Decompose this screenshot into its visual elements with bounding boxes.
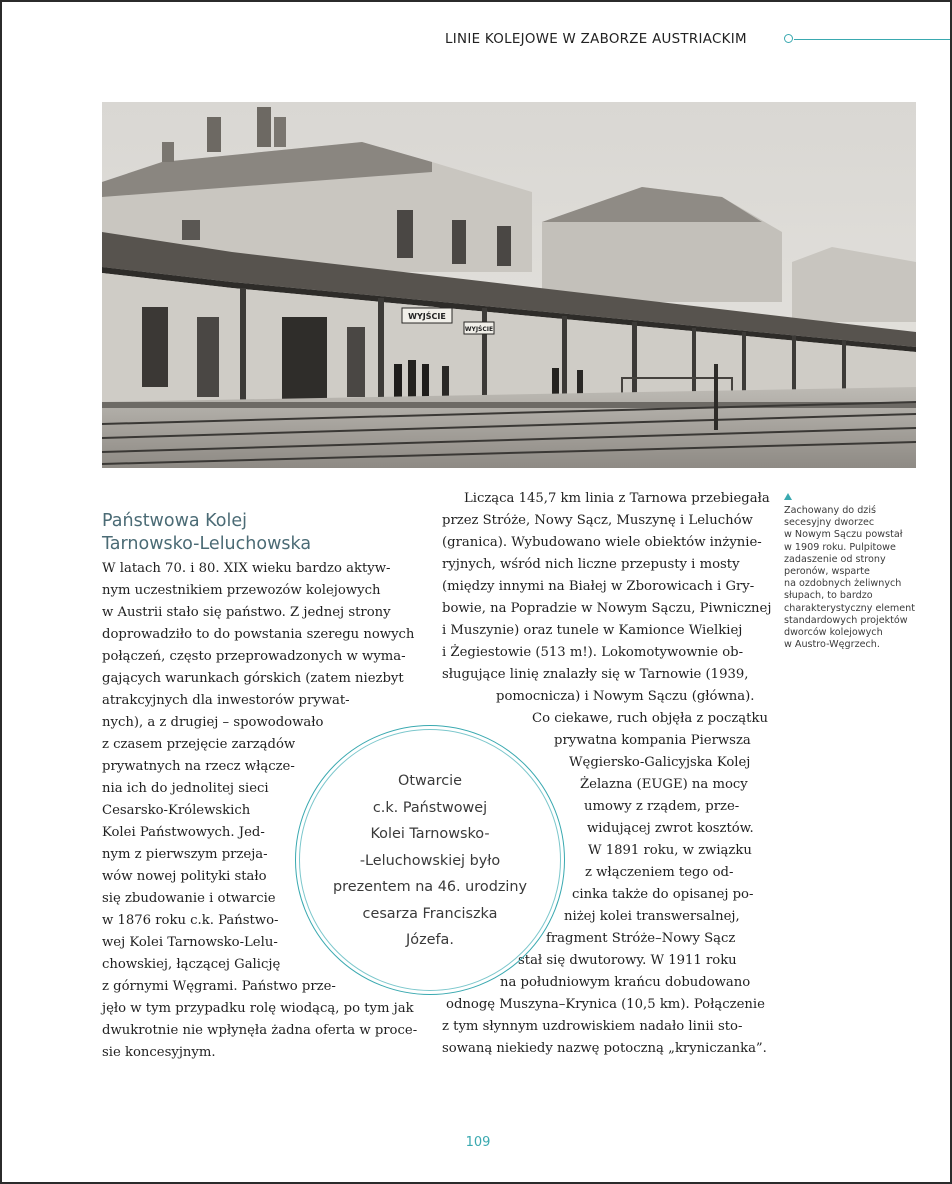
- text-line: z czasem przejęcie zarządów: [102, 737, 296, 752]
- running-title: LINIE KOLEJOWE W ZABORZE AUSTRIACKIM: [445, 32, 747, 47]
- section-title-line: Państwowa Kolej: [102, 511, 247, 531]
- text-line: doprowadziło to do powstania szeregu nowych: [102, 627, 415, 642]
- text-line: atrakcyjnych dla inwestorów prywat-: [102, 693, 350, 708]
- caption-line: Zachowany do dziś: [784, 505, 877, 516]
- section-title: [102, 510, 422, 556]
- text-line: nym z pierwszym przeja-: [102, 847, 268, 862]
- text-line: na południowym krańcu dobudowano: [500, 975, 751, 990]
- pull-quote-line: cesarza Franciszka: [362, 905, 498, 922]
- text-line: W 1891 roku, w związku: [588, 843, 752, 858]
- text-line: cinka także do opisanej po-: [572, 887, 754, 902]
- caption-line: w Nowym Sączu powstał: [784, 529, 903, 541]
- text-line: Żelazna (EUGE) na mocy: [580, 777, 748, 792]
- header-rule: [794, 39, 952, 40]
- text-line: Co ciekawe, ruch objęła z początku: [532, 711, 768, 726]
- text-line: W latach 70. i 80. XIX wieku bardzo aktyw-: [102, 561, 391, 576]
- text-line: sowaną niekiedy nazwę potoczną „kryniczanka”.: [442, 1041, 767, 1056]
- photo-caption: [784, 505, 934, 651]
- text-line: sługujące linię znalazły się w Tarnowie (1939,: [442, 667, 749, 682]
- text-line: gających warunkach górskich (zatem niezbyt: [102, 671, 404, 686]
- text-line: Cesarsko-Królewskich: [102, 803, 251, 818]
- text-line: pomocnicza) i Nowym Sączu (główna).: [496, 689, 755, 704]
- caption-line: peronów, wsparte: [784, 566, 870, 578]
- text-line: odnogę Muszyna–Krynica (10,5 km). Połączenie: [446, 997, 765, 1012]
- text-line: sie koncesyjnym.: [102, 1045, 216, 1060]
- text-line: w 1876 roku c.k. Państwo-: [102, 913, 279, 928]
- text-line: z włączeniem tego od-: [585, 865, 734, 880]
- text-line: fragment Stróże–Nowy Sącz: [546, 931, 736, 946]
- text-line: prywatna kompania Pierwsza: [554, 733, 751, 748]
- text-line: w Austrii stało się państwo. Z jednej strony: [102, 605, 391, 620]
- caption-line: secesyjny dworzec: [784, 517, 875, 529]
- text-line: niżej kolei transwersalnej,: [564, 909, 740, 924]
- section-title-line: Tarnowsko-Leluchowska: [102, 534, 312, 554]
- text-line: Węgiersko-Galicyjska Kolej: [569, 755, 751, 770]
- text-line: Licząca 145,7 km linia z Tarnowa przebiegała: [464, 491, 770, 506]
- text-line: chowskiej, łączącej Galicję: [102, 957, 281, 972]
- text-line: z górnymi Węgrami. Państwo prze-: [102, 979, 336, 994]
- text-line: (między innymi na Białej w Zborowicach i Gry-: [442, 579, 755, 594]
- pull-quote: [320, 768, 540, 954]
- caption-line: standardowych projektów: [784, 614, 908, 626]
- text-line: ryjnych, wśród nich liczne przepusty i mosty: [442, 557, 740, 572]
- text-line: Kolei Państwowych. Jed-: [102, 825, 265, 840]
- text-line: przez Stróże, Nowy Sącz, Muszynę i Leluchów: [442, 513, 753, 528]
- pull-quote-line: Józefa.: [406, 932, 454, 948]
- sign-exit-right: WYJŚCIE: [464, 326, 494, 333]
- pull-quote-line: Otwarcie: [398, 773, 462, 789]
- caption-line: w 1909 roku. Pulpitowe: [784, 541, 896, 553]
- sign-exit-left: WYJŚCIE: [408, 312, 446, 321]
- text-line: stał się dwutorowy. W 1911 roku: [518, 953, 737, 968]
- text-line: umowy z rządem, prze-: [584, 799, 740, 814]
- text-line: z tym słynnym uzdrowiskiem nadało linii sto-: [442, 1019, 743, 1034]
- caption-arrow-icon: [784, 493, 792, 500]
- text-line: bowie, na Popradzie w Nowym Sączu, Piwnicznej: [442, 601, 772, 616]
- caption-line: charakterystyczny element: [784, 602, 916, 614]
- header-circle-ornament: [784, 34, 793, 43]
- text-line: widującej zwrot kosztów.: [587, 821, 754, 836]
- pull-quote-line: prezentem na 46. urodziny: [332, 879, 528, 895]
- text-line: (granica). Wybudowano wiele obiektów inżynie-: [442, 535, 762, 550]
- text-line: dwukrotnie nie wpłynęła żadna oferta w proce-: [102, 1023, 418, 1038]
- text-line: jęło w tym przypadku rolę wiodącą, po tym jak: [102, 1001, 414, 1016]
- text-line: połączeń, często przeprowadzonych w wyma-: [102, 649, 406, 664]
- caption-line: na ozdobnych żeliwnych: [784, 578, 902, 590]
- pull-quote-line: -Leluchowskiej było: [359, 852, 501, 869]
- text-line: i Żegiestowie (513 m!). Lokomotywownie ob-: [442, 645, 744, 660]
- text-line: i Muszynie) oraz tunele w Kamionce Wielkiej: [442, 623, 743, 638]
- text-line: nych), a z drugiej – spowodowało: [102, 715, 324, 730]
- caption-line: w Austro-Węgrzech.: [784, 639, 880, 651]
- text-line: prywatnych na rzecz włącze-: [102, 759, 295, 774]
- text-line: nia ich do jednolitej sieci: [102, 781, 269, 796]
- caption-line: dworców kolejowych: [784, 627, 883, 639]
- text-line: wów nowej polityki stało: [102, 869, 267, 884]
- text-line: wej Kolei Tarnowsko-Lelu-: [102, 935, 278, 950]
- station-photo: [102, 102, 916, 468]
- pull-quote-line: Kolei Tarnowsko-: [370, 826, 490, 842]
- caption-line: zadaszenie od strony: [784, 553, 886, 565]
- text-line: nym uczestnikiem przewozów kolejowych: [102, 583, 381, 598]
- caption-line: słupach, to bardzo: [784, 590, 873, 602]
- text-line: się zbudowanie i otwarcie: [102, 891, 276, 906]
- pull-quote-line: c.k. Państwowej: [372, 799, 488, 816]
- page-number: 109: [465, 1135, 491, 1150]
